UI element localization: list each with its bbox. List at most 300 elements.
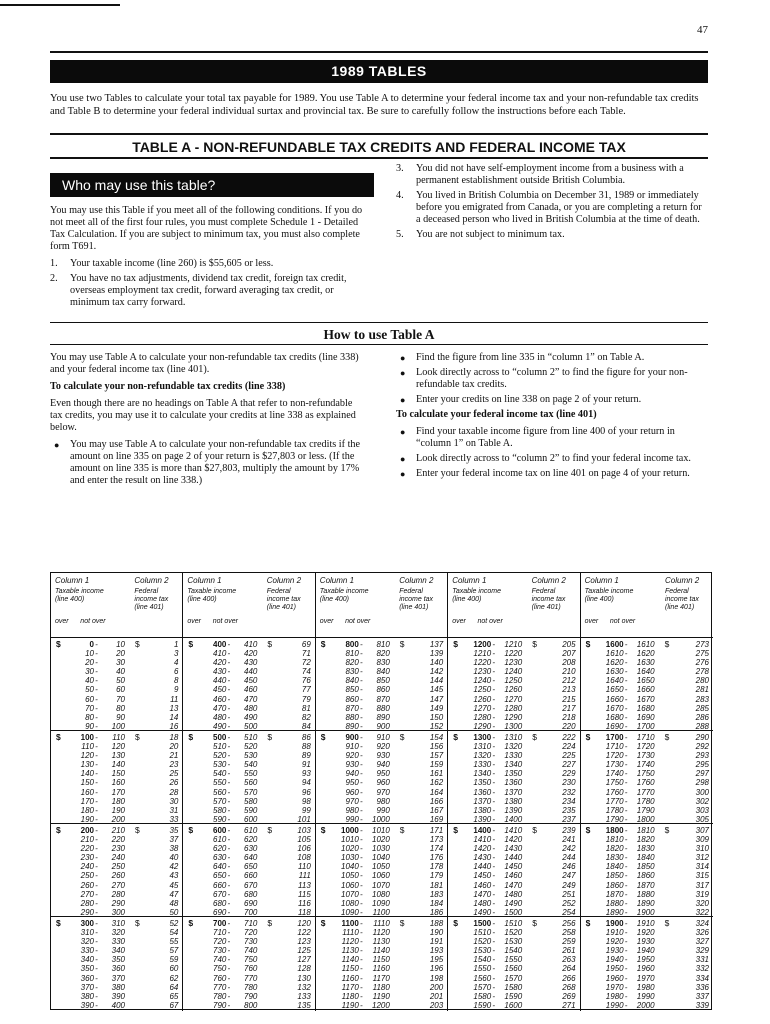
- income-over-cell: 750: [213, 964, 227, 974]
- range-dash: -: [492, 694, 496, 704]
- tax-cell: 217: [562, 703, 576, 713]
- range-dash: -: [227, 862, 231, 872]
- range-dash: -: [227, 853, 231, 863]
- range-dash: -: [95, 898, 98, 908]
- table-row: [581, 955, 713, 964]
- table-row: [448, 835, 579, 844]
- over-not-over-label: over not over: [319, 618, 371, 625]
- tax-cell: 88: [301, 742, 311, 752]
- income-not-over-cell: 670: [244, 880, 258, 890]
- range-dash: -: [359, 814, 363, 824]
- table-row: [183, 769, 314, 778]
- income-not-over-cell: 1920: [636, 928, 655, 938]
- table-row: [51, 676, 182, 685]
- tax-cell: 28: [169, 787, 179, 797]
- table-block: [448, 917, 579, 1010]
- table-row: [316, 676, 447, 685]
- tax-cell: 139: [429, 649, 444, 659]
- range-dash: -: [624, 676, 628, 686]
- range-dash: -: [359, 667, 363, 677]
- table-row: [581, 899, 713, 908]
- income-over-cell: 410: [213, 649, 227, 659]
- table-row: [581, 685, 713, 694]
- income-not-over-cell: 1870: [636, 880, 655, 890]
- income-not-over-cell: 820: [376, 649, 390, 659]
- income-not-over-cell: 300: [111, 907, 125, 917]
- income-over-cell: 1130: [341, 946, 359, 956]
- range-dash: -: [359, 946, 363, 956]
- income-not-over-cell: 140: [111, 760, 125, 770]
- table-row: [581, 871, 713, 880]
- table-row: [183, 806, 314, 815]
- income-not-over-cell: 510: [244, 733, 258, 742]
- income-over-cell: 1330: [473, 760, 492, 770]
- tax-cell: 273: [695, 640, 709, 649]
- table-row: [316, 751, 447, 760]
- range-dash: -: [624, 919, 628, 928]
- tax-cell: 159: [429, 760, 444, 770]
- range-dash: -: [624, 826, 628, 835]
- income-not-over-cell: 1380: [504, 796, 523, 806]
- table-row: [581, 862, 713, 871]
- income-over-cell: 1190: [341, 1000, 359, 1010]
- income-over-cell: 280: [80, 898, 94, 908]
- dollar-sign: $: [320, 732, 326, 742]
- income-not-over-cell: 1540: [504, 946, 523, 956]
- table-row: [448, 964, 579, 973]
- dollar-sign: $: [532, 918, 537, 928]
- range-dash: -: [492, 862, 496, 872]
- income-over-cell: 900: [345, 733, 359, 742]
- range-dash: -: [359, 844, 363, 854]
- dollar-sign: $: [267, 732, 273, 742]
- income-not-over-cell: 1940: [636, 946, 655, 956]
- income-not-over-cell: 890: [376, 712, 390, 722]
- income-over-cell: 1550: [473, 964, 492, 974]
- tax-cell: 42: [169, 862, 179, 872]
- tax-cell: 174: [429, 844, 444, 854]
- income-not-over-cell: 1060: [372, 871, 390, 881]
- dollar-sign: $: [267, 639, 273, 649]
- income-not-over-cell: 1850: [636, 862, 655, 872]
- table-row: [581, 658, 713, 667]
- income-over-cell: 710: [213, 928, 227, 938]
- range-dash: -: [95, 1000, 98, 1010]
- range-dash: -: [227, 946, 231, 956]
- income-over-cell: 400: [213, 640, 227, 649]
- income-not-over-cell: 1000: [372, 814, 390, 824]
- tax-cell: 71: [301, 649, 311, 659]
- tax-cell: 60: [169, 964, 179, 974]
- range-dash: -: [95, 760, 98, 770]
- income-not-over-cell: 620: [244, 835, 258, 845]
- range-dash: -: [95, 919, 98, 928]
- tax-cell: 300: [695, 787, 709, 797]
- income-not-over-cell: 260: [111, 871, 125, 881]
- range-dash: -: [227, 973, 231, 983]
- dollar-sign: $: [56, 825, 61, 835]
- tax-cell: 188: [429, 919, 444, 928]
- income-over-cell: 1820: [605, 844, 624, 854]
- table-row: [448, 742, 579, 751]
- table-row: [316, 908, 447, 917]
- income-not-over-cell: 280: [111, 889, 125, 899]
- credit-step: ● Enter your credits on line 338 on page 2 of your return.: [400, 394, 642, 405]
- table-block: [51, 917, 182, 1010]
- income-not-over-cell: 1550: [504, 955, 523, 965]
- range-dash: -: [95, 712, 98, 722]
- income-over-cell: 1460: [473, 880, 492, 890]
- range-dash: -: [624, 835, 628, 845]
- table-block: [51, 731, 182, 824]
- range-dash: -: [359, 919, 363, 928]
- tax-cell: 69: [301, 640, 311, 649]
- tax-cell: 86: [301, 733, 311, 742]
- tax-cell: 14: [169, 712, 179, 722]
- range-dash: -: [624, 937, 628, 947]
- table-row: [448, 946, 579, 955]
- tax-cell: 290: [695, 733, 709, 742]
- income-over-cell: 1370: [473, 796, 492, 806]
- range-dash: -: [227, 778, 231, 788]
- income-not-over-cell: 1330: [504, 751, 523, 761]
- income-over-cell: 110: [81, 742, 94, 752]
- income-over-cell: 1740: [605, 769, 624, 779]
- table-row: [581, 928, 713, 937]
- tax-cell: 266: [562, 973, 576, 983]
- table-block: [183, 731, 314, 824]
- income-not-over-cell: 390: [111, 991, 125, 1001]
- income-not-over-cell: 1470: [504, 880, 523, 890]
- dollar-sign: $: [56, 918, 61, 928]
- income-not-over-cell: 1530: [504, 937, 523, 947]
- table-row: [448, 815, 579, 824]
- tax-cell: 9: [173, 685, 179, 695]
- range-dash: -: [492, 805, 496, 815]
- table-row: [581, 1001, 713, 1010]
- tax-cell: 74: [301, 667, 311, 677]
- income-not-over-cell: 520: [244, 742, 258, 752]
- income-not-over-cell: 1630: [636, 658, 655, 668]
- over-not-over-label: over not over: [187, 618, 238, 625]
- income-over-cell: 770: [213, 982, 227, 992]
- table-block: [316, 917, 447, 1010]
- tax-cell: 89: [301, 751, 311, 761]
- income-over-cell: 1920: [605, 937, 624, 947]
- tax-cell: 298: [695, 778, 709, 788]
- income-not-over-cell: 790: [244, 991, 258, 1001]
- range-dash: -: [492, 667, 496, 677]
- income-not-over-cell: 1600: [504, 1000, 523, 1010]
- range-dash: -: [359, 796, 363, 806]
- tax-cell: 285: [695, 703, 709, 713]
- income-over-cell: 1830: [605, 853, 624, 863]
- income-over-cell: 0: [89, 640, 94, 649]
- table-row: [448, 778, 579, 787]
- table-row: [448, 769, 579, 778]
- table-row: [448, 649, 579, 658]
- range-dash: -: [359, 862, 363, 872]
- income-not-over-cell: 870: [376, 694, 390, 704]
- income-over-cell: 880: [345, 712, 359, 722]
- table-row: [448, 928, 579, 937]
- range-dash: -: [492, 964, 496, 974]
- table-row: [316, 899, 447, 908]
- table-column: [51, 573, 183, 1011]
- range-dash: -: [227, 919, 231, 928]
- table-row: [51, 955, 182, 964]
- table-row: [51, 890, 182, 899]
- range-dash: -: [227, 898, 231, 908]
- dollar-sign: $: [585, 639, 591, 649]
- income-over-cell: 610: [213, 835, 227, 845]
- table-row: [581, 751, 713, 760]
- income-over-cell: 1690: [605, 721, 624, 731]
- tax-cell: 326: [695, 928, 709, 938]
- tax-cell: 125: [297, 946, 311, 956]
- tax-cell: 38: [169, 844, 179, 854]
- table-row: [316, 742, 447, 751]
- dollar-sign: $: [585, 732, 591, 742]
- income-over-cell: 150: [80, 778, 94, 788]
- income-not-over-cell: 1520: [504, 928, 523, 938]
- income-over-cell: 1050: [341, 871, 359, 881]
- table-row: [448, 899, 579, 908]
- range-dash: -: [624, 1000, 628, 1010]
- range-dash: -: [624, 898, 628, 908]
- table-row: [183, 742, 314, 751]
- table-row: [448, 992, 579, 1001]
- tax-cell: 215: [562, 694, 576, 704]
- range-dash: -: [624, 805, 628, 815]
- income-over-cell: 980: [345, 805, 359, 815]
- income-over-cell: 1500: [473, 919, 492, 928]
- table-row: [183, 862, 314, 871]
- income-over-cell: 270: [80, 889, 94, 899]
- income-over-cell: 320: [80, 937, 94, 947]
- income-not-over-cell: 1590: [504, 991, 523, 1001]
- table-row: [581, 667, 713, 676]
- income-not-over-cell: 1570: [504, 973, 523, 983]
- tax-cell: 133: [297, 991, 311, 1001]
- table-row: [183, 649, 314, 658]
- table-block: [183, 824, 314, 917]
- table-row: [51, 928, 182, 937]
- income-over-cell: 910: [345, 742, 359, 752]
- range-dash: -: [95, 889, 98, 899]
- income-over-cell: 1390: [473, 814, 492, 824]
- credit-step: ● Look directly across to “column 2” to find the figure for your non-refundable tax credits.: [400, 367, 688, 390]
- income-over-cell: 940: [345, 769, 359, 779]
- tax-cell: 179: [429, 871, 444, 881]
- tax-cell: 127: [297, 955, 311, 965]
- table-row: [51, 871, 182, 880]
- table-row: [183, 835, 314, 844]
- table-block: [51, 638, 182, 731]
- income-over-cell: 690: [213, 907, 227, 917]
- income-over-cell: 1700: [605, 733, 624, 742]
- income-over-cell: 10: [85, 649, 94, 659]
- range-dash: -: [492, 889, 496, 899]
- income-not-over-cell: 630: [244, 844, 258, 854]
- income-over-cell: 420: [213, 658, 227, 668]
- tax-cell: 135: [297, 1000, 311, 1010]
- income-not-over-cell: 1770: [636, 787, 655, 797]
- range-dash: -: [359, 889, 363, 899]
- income-over-cell: 1160: [341, 973, 359, 983]
- income-over-cell: 470: [213, 703, 227, 713]
- income-not-over-cell: 1230: [504, 658, 523, 668]
- income-over-cell: 1770: [605, 796, 624, 806]
- dollar-sign: $: [188, 825, 194, 835]
- table-row: [316, 797, 447, 806]
- income-over-cell: 1660: [605, 694, 624, 704]
- tax-cell: 108: [297, 853, 311, 863]
- income-over-cell: 1930: [605, 946, 624, 956]
- income-over-cell: 180: [80, 805, 94, 815]
- income-over-cell: 1320: [473, 751, 492, 761]
- income-over-cell: 210: [80, 835, 94, 845]
- range-dash: -: [624, 685, 628, 695]
- dollar-sign: $: [135, 639, 140, 649]
- how-right-column: [396, 352, 708, 483]
- income-not-over-cell: 1420: [504, 835, 523, 845]
- table-row: [581, 881, 713, 890]
- income-not-over-cell: 80: [116, 703, 125, 713]
- income-not-over-cell: 610: [244, 826, 258, 835]
- table-row: [448, 797, 579, 806]
- income-over-cell: 290: [80, 907, 94, 917]
- income-not-over-cell: 1410: [504, 826, 523, 835]
- income-over-cell: 850: [345, 685, 359, 695]
- tax-cell: 190: [429, 928, 444, 938]
- tax-cell: 23: [169, 760, 179, 770]
- income-not-over-cell: 10: [116, 640, 125, 649]
- range-dash: -: [492, 937, 496, 947]
- range-dash: -: [359, 658, 363, 668]
- tax-cell: 220: [562, 721, 576, 731]
- range-dash: -: [95, 805, 98, 815]
- income-not-over-cell: 1010: [372, 826, 390, 835]
- income-not-over-cell: 1140: [372, 946, 390, 956]
- table-row: [51, 658, 182, 667]
- range-dash: -: [359, 733, 363, 742]
- income-not-over-cell: 180: [111, 796, 125, 806]
- table-row: [581, 974, 713, 983]
- range-dash: -: [227, 712, 231, 722]
- income-over-cell: 1120: [341, 937, 359, 947]
- range-dash: -: [227, 844, 231, 854]
- tax-cell: 332: [695, 964, 709, 974]
- range-dash: -: [359, 640, 363, 649]
- income-not-over-cell: 410: [244, 640, 258, 649]
- income-over-cell: 1630: [605, 667, 624, 677]
- income-not-over-cell: 1760: [636, 778, 655, 788]
- income-over-cell: 1790: [605, 814, 624, 824]
- range-dash: -: [624, 649, 628, 659]
- table-column: [581, 573, 713, 1011]
- income-over-cell: 620: [213, 844, 227, 854]
- range-dash: -: [492, 919, 496, 928]
- tax-cell: 142: [429, 667, 444, 677]
- table-row: [51, 742, 182, 751]
- tax-cell: 276: [695, 658, 709, 668]
- table-a-title: TABLE A - NON-REFUNDABLE TAX CREDITS AND FEDERAL INCOME TAX: [132, 139, 626, 155]
- range-dash: -: [95, 946, 98, 956]
- table-row: [581, 695, 713, 704]
- table-row: [581, 919, 713, 928]
- income-over-cell: 1540: [473, 955, 492, 965]
- income-over-cell: 730: [213, 946, 227, 956]
- income-not-over-cell: 1490: [504, 898, 523, 908]
- table-row: [581, 722, 713, 731]
- range-dash: -: [624, 955, 628, 965]
- income-over-cell: 990: [345, 814, 359, 824]
- tax-cell: 167: [429, 805, 444, 815]
- income-over-cell: 30: [85, 667, 94, 677]
- tax-cell: 254: [562, 907, 576, 917]
- table-row: [183, 778, 314, 787]
- range-dash: -: [492, 973, 496, 983]
- tax-cell: 264: [562, 964, 576, 974]
- credit-step: ● Find the figure from line 335 in “column 1” on Table A.: [400, 352, 645, 363]
- income-over-cell: 240: [80, 862, 94, 872]
- income-over-cell: 340: [80, 955, 94, 965]
- who-item: 5. You are not subject to minimum tax.: [396, 229, 565, 240]
- table-row: [448, 974, 579, 983]
- income-not-over-cell: 840: [376, 667, 390, 677]
- tax-cell: 59: [169, 955, 179, 965]
- table-row: [448, 853, 579, 862]
- range-dash: -: [95, 703, 98, 713]
- range-dash: -: [624, 703, 628, 713]
- income-over-cell: 1470: [473, 889, 492, 899]
- income-over-cell: 1060: [341, 880, 359, 890]
- tax-cell: 161: [429, 769, 444, 779]
- income-not-over-cell: 1090: [372, 898, 390, 908]
- table-row: [183, 908, 314, 917]
- range-dash: -: [359, 751, 363, 761]
- income-not-over-cell: 1400: [504, 814, 523, 824]
- table-row: [183, 899, 314, 908]
- table-row: [316, 992, 447, 1001]
- who-item: 1. Your taxable income (line 260) is $55,605 or less.: [50, 258, 274, 269]
- table-row: [316, 806, 447, 815]
- range-dash: -: [624, 928, 628, 938]
- tax-cell: 166: [429, 796, 444, 806]
- range-dash: -: [492, 880, 496, 890]
- range-dash: -: [227, 889, 231, 899]
- tax-cell: 322: [695, 907, 709, 917]
- table-row: [51, 1001, 182, 1010]
- tax-cell: 72: [301, 658, 311, 668]
- range-dash: -: [624, 871, 628, 881]
- tax-cell: 297: [695, 769, 709, 779]
- income-not-over-cell: 1800: [636, 814, 655, 824]
- range-dash: -: [359, 973, 363, 983]
- range-dash: -: [492, 733, 496, 742]
- income-over-cell: 1440: [473, 862, 492, 872]
- range-dash: -: [624, 946, 628, 956]
- income-over-cell: 790: [213, 1000, 227, 1010]
- table-row: [51, 899, 182, 908]
- income-not-over-cell: 370: [111, 973, 125, 983]
- tax-cell: 268: [562, 982, 576, 992]
- range-dash: -: [227, 835, 231, 845]
- table-column-header: [448, 573, 579, 638]
- tax-cell: 178: [429, 862, 444, 872]
- table-row: [581, 983, 713, 992]
